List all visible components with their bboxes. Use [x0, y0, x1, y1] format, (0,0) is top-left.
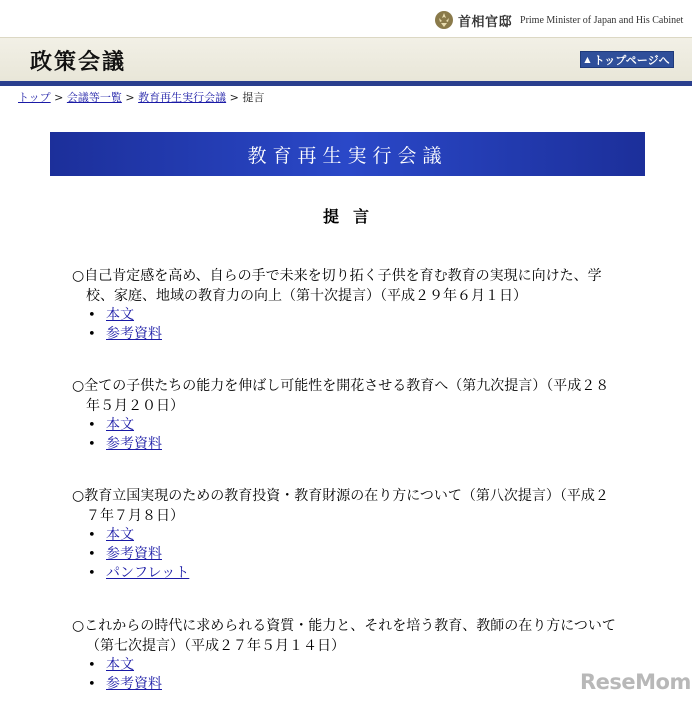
- breadcrumb-separator: >: [125, 91, 135, 104]
- main-text-link[interactable]: 本文: [106, 417, 134, 433]
- breadcrumb: [18, 89, 264, 105]
- list-item: [86, 564, 617, 583]
- breadcrumb-current: 提言: [242, 91, 265, 104]
- list-item: [86, 416, 617, 435]
- logo-english-text: Prime Minister of Japan and His Cabinet: [520, 14, 684, 26]
- list-item: [86, 675, 617, 694]
- reference-materials-link[interactable]: 参考資料: [106, 546, 162, 562]
- page-header: [0, 37, 692, 82]
- banner-title: 教育再生実行会議: [247, 144, 448, 167]
- page-title: 提言: [322, 207, 383, 226]
- proposal-links: [72, 526, 617, 583]
- reference-materials-link[interactable]: 参考資料: [106, 326, 162, 342]
- breadcrumb-link-meetings[interactable]: 会議等一覧: [66, 91, 122, 104]
- list-item: [86, 545, 617, 564]
- up-arrow-icon: ▲: [584, 55, 591, 64]
- breadcrumb-separator: >: [54, 91, 64, 104]
- main-text-link[interactable]: 本文: [106, 527, 134, 543]
- logo-japanese-text: 首相官邸: [458, 14, 513, 30]
- section-title: 政策会議: [30, 50, 127, 75]
- proposal-title: ○教育立国実現のための教育投資・教育財源の在り方について（第八次提言）（平成２７年７月８日）: [72, 488, 609, 524]
- list-item: [86, 656, 617, 675]
- header-divider: [0, 81, 692, 86]
- breadcrumb-separator: >: [229, 91, 239, 104]
- top-page-button[interactable]: [580, 51, 674, 68]
- reference-materials-link[interactable]: 参考資料: [106, 436, 162, 452]
- list-item: [86, 435, 617, 454]
- proposal-item: [72, 376, 617, 454]
- main-text-link[interactable]: 本文: [106, 657, 134, 673]
- proposal-title: ○自己肯定感を高め、自らの手で未来を切り拓く子供を育む教育の実現に向けた、学校、家庭、地域の教育力の向上（第十次提言）（平成２９年６月１日）: [72, 268, 602, 304]
- proposal-title: ○全ての子供たちの能力を伸ばし可能性を開花させる教育へ（第九次提言）（平成２８年５月２０日）: [72, 378, 610, 414]
- proposal-item: [72, 616, 617, 694]
- proposal-links: [72, 306, 617, 344]
- top-bar: [0, 0, 692, 37]
- proposal-links: [72, 656, 617, 694]
- list-item: [86, 325, 617, 344]
- breadcrumb-link-council[interactable]: 教育再生実行会議: [138, 91, 227, 104]
- reference-materials-link[interactable]: 参考資料: [106, 676, 162, 692]
- council-banner: [50, 132, 645, 176]
- top-page-button-label: トップページへ: [593, 53, 670, 67]
- site-logo[interactable]: [434, 9, 683, 31]
- proposal-links: [72, 416, 617, 454]
- list-item: [86, 526, 617, 545]
- proposal-title: ○これからの時代に求められる資質・能力と、それを培う教育、教師の在り方について（第七次提言）（平成２７年５月１４日）: [72, 618, 616, 654]
- list-item: [86, 306, 617, 325]
- paulownia-crest-icon: [434, 10, 454, 30]
- proposal-item: [72, 486, 617, 583]
- pamphlet-link[interactable]: パンフレット: [106, 565, 190, 581]
- watermark-logo: ReseMom: [580, 670, 691, 694]
- proposal-item: [72, 266, 617, 344]
- breadcrumb-link-top[interactable]: トップ: [18, 91, 51, 104]
- main-text-link[interactable]: 本文: [106, 307, 134, 323]
